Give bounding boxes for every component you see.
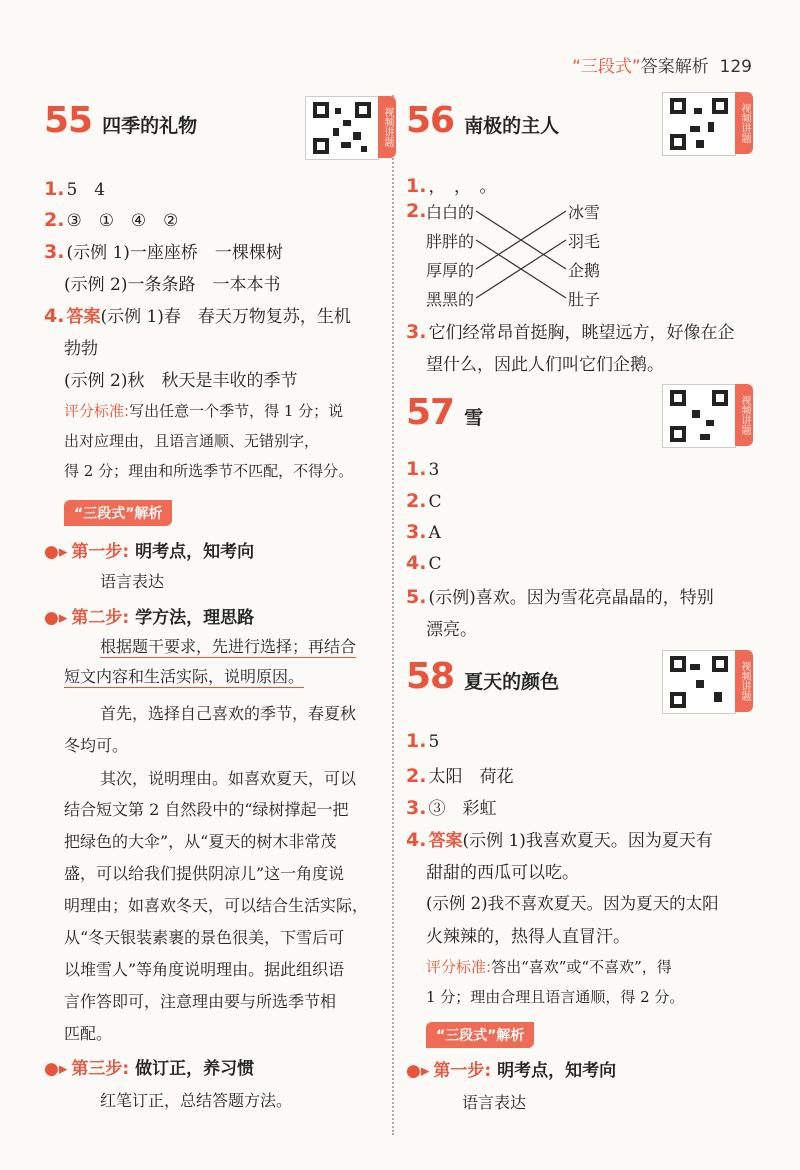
q58-3: 3. ③ 彩虹 xyxy=(406,797,497,819)
q58-4-line4: 火辣辣的，热得人直冒汗。 xyxy=(426,927,630,947)
analysis-badge: “三段式”解析 xyxy=(426,1022,534,1048)
q55-4-line2: 勃勃 xyxy=(64,339,98,359)
step1-55: ●▸ 第一步: 明考点，知考向 xyxy=(44,542,255,562)
q56-3-line2: 望什么，因此人们叫它们企鹅。 xyxy=(426,355,664,375)
score-line3: 得 2 分；理由和所选季节不匹配，不得分。 xyxy=(64,462,354,480)
arrow-icon: ●▸ xyxy=(44,608,68,628)
q55-3: 3. (示例 1)一座座桥 一棵棵树 xyxy=(44,241,283,263)
match-left-3: 厚厚的 xyxy=(426,261,475,280)
step3-body: 红笔订正，总结答题方法。 xyxy=(100,1091,293,1110)
step2-p11: 以堆雪人”等角度说明理由。据此组织语 xyxy=(64,960,345,979)
step2-p6: 结合短文第 2 自然段中的“绿树撑起一把 xyxy=(64,800,349,819)
page-number: 129 xyxy=(719,57,752,77)
video-tag: 视频讲题 xyxy=(735,92,753,154)
matching-lines xyxy=(426,196,616,306)
page-header xyxy=(572,52,752,77)
lesson-number: 56 xyxy=(406,100,455,141)
q55-4: 4. 答案(示例 1)春 春天万物复苏，生机 xyxy=(44,305,351,327)
lesson-title: 夏天的颜色 xyxy=(464,671,560,693)
match-right-1: 冰雪 xyxy=(568,203,601,222)
lesson-57-heading xyxy=(406,392,483,433)
lesson-number: 57 xyxy=(406,392,455,433)
video-tag: 视频讲题 xyxy=(378,96,396,158)
match-left-1: 白白的 xyxy=(426,203,475,222)
step1-body: 语言表达 xyxy=(100,572,165,591)
q56-1: 1. ， ， 。 xyxy=(406,175,497,197)
step2-p5: 其次，说明理由。如喜欢夏天，可以 xyxy=(100,769,357,788)
step2-p9: 明理由；如喜欢冬天，可以结合生活实际， xyxy=(64,896,369,915)
qr-code-icon xyxy=(670,390,728,442)
q57-1: 1. 3 xyxy=(406,458,440,480)
arrow-icon: ●▸ xyxy=(406,1061,430,1081)
q57-5-line2: 漂亮。 xyxy=(426,620,477,640)
q58-1: 1. 5 xyxy=(406,730,440,752)
step2-p8: 盛，可以给我们提供阴凉儿”这一角度说 xyxy=(64,864,345,883)
step1-58-body: 语言表达 xyxy=(462,1093,527,1112)
step1-58: ●▸ 第一步: 明考点，知考向 xyxy=(406,1061,617,1081)
lesson-number: 55 xyxy=(44,100,93,141)
qr-code-icon xyxy=(313,102,371,154)
step2-p3: 首先，选择自己喜欢的季节，春夏秋 xyxy=(100,704,357,723)
match-left-4: 黑黑的 xyxy=(426,290,475,309)
column-divider xyxy=(392,95,394,1135)
q55-1: 1. 5 4 xyxy=(44,178,106,200)
score-line2: 出对应理由，且语言通顺、无错别字， xyxy=(64,432,320,450)
q58-4: 4. 答案(示例 1)我喜欢夏天。因为夏天有 xyxy=(406,829,713,851)
q56-2: 2. xyxy=(406,200,427,222)
q58-4-line3: (示例 2)我不喜欢夏天。因为夏天的太阳 xyxy=(426,894,719,913)
q55-2: 2. ③ ① ④ ② xyxy=(44,209,179,231)
qr-code[interactable] xyxy=(662,92,736,156)
score-58-line2: 1 分；理由合理且语言通顺，得 2 分。 xyxy=(426,988,685,1006)
q57-4: 4. C xyxy=(406,552,442,574)
lesson-56-heading xyxy=(406,100,559,141)
q56-3: 3. 它们经常昂首挺胸，眺望远方，好像在企 xyxy=(406,321,735,343)
step2-p10: 从“冬天银装素裹的景色很美，下雪后可 xyxy=(64,928,345,947)
arrow-icon: ●▸ xyxy=(44,1059,68,1079)
step2-55: ●▸ 第二步: 学方法，理思路 xyxy=(44,608,255,628)
step3-55: ●▸ 第三步: 做订正，养习惯 xyxy=(44,1059,255,1079)
score-standard-58: 评分标准:答出“喜欢”或“不喜欢”，得 xyxy=(426,958,672,976)
q57-5: 5. (示例)喜欢。因为雪花亮晶晶的，特别 xyxy=(406,586,714,608)
match-right-3: 企鹅 xyxy=(568,261,601,280)
step2-p12: 言作答即可，注意理由要与所选季节相 xyxy=(64,992,337,1011)
match-left-2: 胖胖的 xyxy=(426,232,475,251)
q58-4-line2: 甜甜的西瓜可以吃。 xyxy=(426,863,579,883)
lesson-title: 雪 xyxy=(464,407,484,429)
q58-2: 2. 太阳 荷花 xyxy=(406,765,514,787)
q57-2: 2. C xyxy=(406,490,442,512)
score-standard-55: 评分标准:写出任意一个季节，得 1 分；说 xyxy=(64,402,344,420)
step2-p1: 根据题干要求，先进行选择；再结合 xyxy=(100,634,356,658)
lesson-55-heading xyxy=(44,100,197,141)
header-title: 答案解析 xyxy=(640,57,709,77)
step2-p7: 把绿色的大伞”，从“夏天的树木非常茂 xyxy=(64,832,337,851)
lesson-title: 南极的主人 xyxy=(464,115,560,137)
video-tag: 视频讲题 xyxy=(735,650,753,712)
match-right-4: 肚子 xyxy=(568,290,601,309)
step2-p4: 冬均可。 xyxy=(64,736,129,755)
video-tag: 视频讲题 xyxy=(735,384,753,446)
qr-code[interactable] xyxy=(662,384,736,448)
q57-3: 3. A xyxy=(406,521,441,543)
q55-3-line2: (示例 2)一条条路 一本本书 xyxy=(64,275,281,295)
qr-code[interactable] xyxy=(662,650,736,714)
step2-p2: 短文内容和生活实际，说明原因。 xyxy=(64,664,304,688)
analysis-badge: “三段式”解析 xyxy=(64,500,172,526)
lesson-title: 四季的礼物 xyxy=(102,115,198,137)
header-brand: “三段式” xyxy=(572,57,641,77)
qr-code-icon xyxy=(670,656,728,708)
lesson-58-heading xyxy=(406,656,559,697)
arrow-icon: ●▸ xyxy=(44,542,68,562)
q55-4-line3: (示例 2)秋 秋天是丰收的季节 xyxy=(64,371,298,391)
qr-code[interactable] xyxy=(305,96,379,160)
qr-code-icon xyxy=(670,98,728,150)
match-right-2: 羽毛 xyxy=(568,232,601,251)
lesson-number: 58 xyxy=(406,656,455,697)
step2-p13: 匹配。 xyxy=(64,1024,113,1043)
